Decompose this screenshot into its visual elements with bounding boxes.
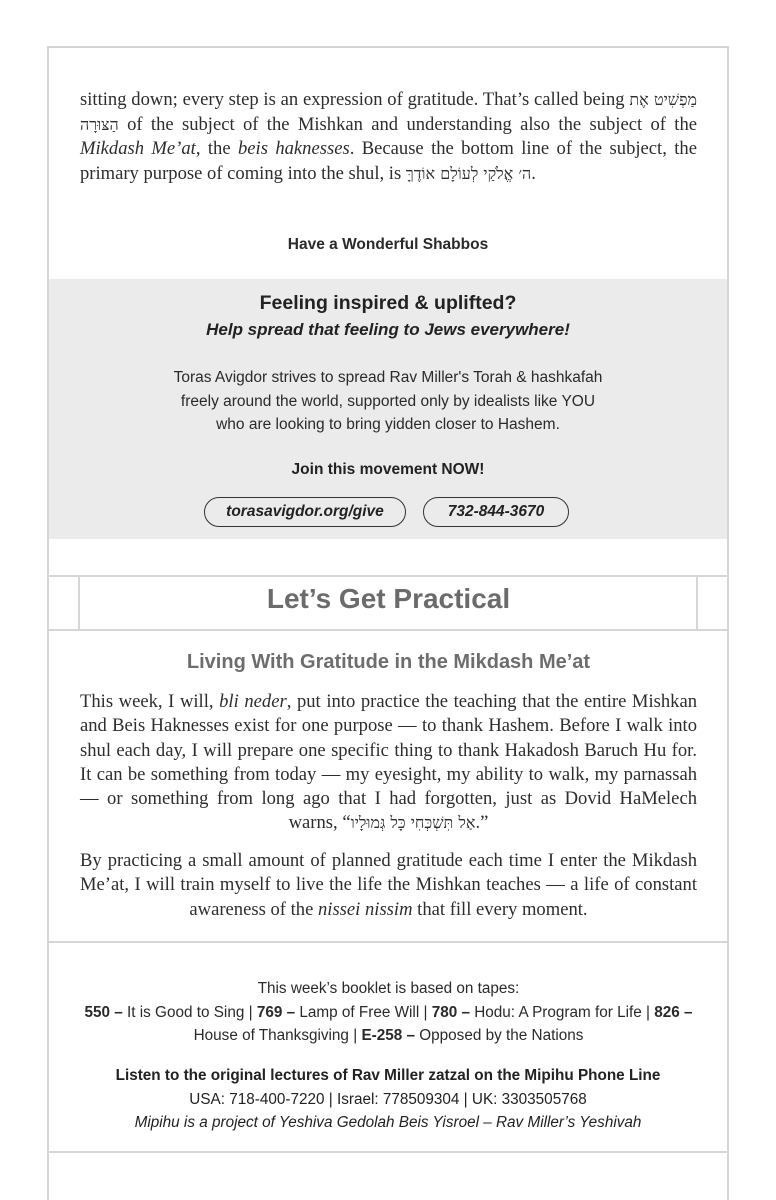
divider bbox=[49, 575, 727, 577]
text-run: that fill every moment. bbox=[412, 898, 588, 920]
text-run: . bbox=[531, 162, 536, 184]
text-run: sitting down; every step is an expression of gratitude. That’s called being bbox=[80, 89, 630, 110]
practical-paragraph-1 bbox=[80, 690, 697, 836]
separator: | bbox=[244, 1003, 257, 1021]
divider bbox=[49, 629, 727, 631]
donate-body-line: who are looking to bring yidden closer to Hashem. bbox=[216, 416, 560, 434]
tapes-list bbox=[80, 977, 697, 1048]
tape-number: 550 – bbox=[84, 1003, 123, 1021]
donate-title: Feeling inspired & uplifted? bbox=[259, 292, 517, 314]
hebrew-phrase: אַל תִּשְׁכְּחִי כָּל גְּמוּלָיו bbox=[350, 813, 476, 833]
separator: | bbox=[348, 1027, 362, 1044]
tape-title: It is Good to Sing bbox=[122, 1003, 245, 1021]
tape-number: 826 – bbox=[654, 1003, 693, 1021]
tapes-items bbox=[80, 1001, 697, 1048]
italic-term: beis haknesses bbox=[237, 138, 350, 160]
text-run: By practicing a small amount of planned gratitude each time I enter the Mikdash Me’at, I will train myself to live the life the Mishkan teaches — a life of constant awareness of the bbox=[80, 850, 697, 920]
mipihu-phone-numbers: USA: 718-400-7220 | Israel: 778509304 | UK: 3303505768 bbox=[189, 1090, 587, 1108]
italic-term: bli neder bbox=[219, 691, 287, 712]
text-run: , put into practice the teaching that the entire Mishkan and Beis Haknesses exist for one purpose — to thank Hashem. Before I walk into shul each day, I will prepare one specific thing to thank Hakadosh Baruch Hu for. It can be something from today — my eyesight, my ability to walk, my parnassah — or something from long ago that I had forgotten, just as Dovid HaMelech warns, “ bbox=[80, 691, 698, 834]
hebrew-phrase: מַפְשִׁיט אֶת הַצּוּרָה bbox=[80, 90, 697, 134]
section-subtitle: Living With Gratitude in the Mikdash Me’at bbox=[186, 651, 591, 673]
text-run: . Because the bottom line of the subject, the primary purpose of coming into the shul, is bbox=[80, 138, 697, 184]
donate-subtitle: Help spread that feeling to Jews everywhere! bbox=[206, 320, 570, 339]
section-title: Let’s Get Practical bbox=[266, 583, 511, 614]
mipihu-line: Mipihu is a project of Yeshiva Gedolah Beis Yisroel – Rav Miller’s Yeshivah bbox=[134, 1114, 642, 1131]
text-run: .” bbox=[475, 812, 489, 834]
tape-number: 769 – bbox=[256, 1003, 296, 1021]
tape-title: House of Thanksgiving bbox=[193, 1027, 349, 1044]
practical-paragraph-2 bbox=[80, 849, 697, 922]
tape-number: 780 – bbox=[431, 1003, 470, 1021]
top-paragraph bbox=[80, 88, 697, 186]
text-run: , the bbox=[195, 138, 238, 160]
join-movement: Join this movement NOW! bbox=[291, 461, 485, 478]
divider bbox=[49, 941, 727, 943]
tape-title: Lamp of Free Will bbox=[295, 1003, 420, 1021]
donate-phone-link[interactable]: 732-844-3670 bbox=[423, 497, 569, 527]
separator: | bbox=[419, 1003, 432, 1021]
donate-website-link[interactable]: torasavigdor.org/give bbox=[204, 497, 406, 527]
mipihu-info bbox=[60, 1064, 716, 1135]
text-run: This week, I will, bbox=[80, 691, 220, 712]
text-run: of the subject of the Mishkan and understanding also the subject of the bbox=[118, 113, 697, 135]
tapes-intro: This week’s booklet is based on tapes: bbox=[257, 980, 520, 997]
donate-body-line: freely around the world, supported only by idealists like YOU bbox=[180, 392, 596, 410]
donate-body bbox=[0, 366, 776, 437]
italic-term: nissei nissim bbox=[317, 898, 413, 920]
tape-number: E-258 – bbox=[361, 1027, 416, 1044]
divider bbox=[49, 1151, 727, 1153]
mipihu-line: Listen to the original lectures of Rav Miller zatzal on the Mipihu Phone Line bbox=[115, 1067, 661, 1084]
italic-term: Mikdash Me’at bbox=[80, 138, 196, 160]
tape-title: Opposed by the Nations bbox=[415, 1027, 584, 1044]
donate-body-line: Toras Avigdor strives to spread Rav Miller's Torah & hashkafah bbox=[173, 369, 603, 386]
closing-greeting: Have a Wonderful Shabbos bbox=[287, 236, 489, 253]
separator: | bbox=[641, 1003, 655, 1021]
hebrew-phrase: ה׳ אֱלֹקַי לְעוֹלָם אוֹדֶךָּ bbox=[405, 163, 532, 183]
tape-title: Hodu: A Program for Life bbox=[469, 1003, 642, 1021]
